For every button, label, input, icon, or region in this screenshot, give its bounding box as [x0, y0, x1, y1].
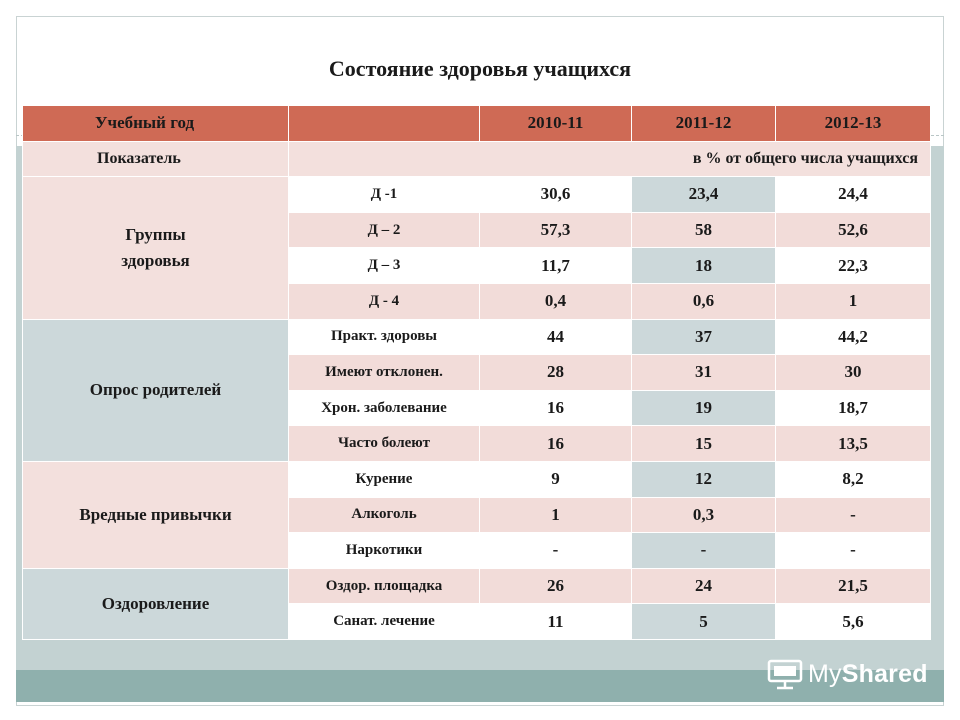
indicator-label: Имеют отклонен.	[289, 355, 480, 391]
watermark-logo	[766, 656, 928, 692]
value-cell: 15	[632, 426, 776, 462]
year-label: Учебный год	[23, 106, 289, 142]
indicator-label: Курение	[289, 461, 480, 497]
value-cell: -	[776, 533, 931, 569]
value-cell: 24,4	[776, 177, 931, 213]
indicator-label: Санат. лечение	[289, 604, 480, 640]
value-cell: 16	[480, 390, 632, 426]
value-cell: 1	[480, 497, 632, 533]
value-cell: 9	[480, 461, 632, 497]
watermark-my: My	[808, 659, 842, 688]
slideshow-icon	[766, 657, 804, 691]
value-cell: -	[480, 533, 632, 569]
value-cell: 18	[632, 248, 776, 284]
value-cell: 30	[776, 355, 931, 391]
indicator-label: Хрон. заболевание	[289, 390, 480, 426]
unit-label: в % от общего числа учащихся	[289, 141, 931, 177]
indicator-label: Д - 4	[289, 283, 480, 319]
group-label: Опрос родителей	[23, 319, 289, 461]
value-cell: 31	[632, 355, 776, 391]
header-blank	[289, 106, 480, 142]
group-label: Оздоровление	[23, 568, 289, 639]
indicator-label: Д – 2	[289, 212, 480, 248]
year-header: 2012-13	[776, 106, 931, 142]
value-cell: 44,2	[776, 319, 931, 355]
value-cell: 8,2	[776, 461, 931, 497]
value-cell: 0,3	[632, 497, 776, 533]
slide-title: Состояние здоровья учащихся	[328, 56, 632, 81]
indicator-label: Практ. здоровы	[289, 319, 480, 355]
health-table	[22, 105, 931, 640]
watermark-shared: Shared	[841, 659, 928, 688]
value-cell: -	[632, 533, 776, 569]
value-cell: 18,7	[776, 390, 931, 426]
value-cell: 21,5	[776, 568, 931, 604]
value-cell: 5	[632, 604, 776, 640]
table-row	[23, 461, 931, 497]
value-cell: -	[776, 497, 931, 533]
indicator-label: Часто болеют	[289, 426, 480, 462]
value-cell: 26	[480, 568, 632, 604]
value-cell: 11	[480, 604, 632, 640]
value-cell: 24	[632, 568, 776, 604]
value-cell: 12	[632, 461, 776, 497]
table-row	[23, 177, 931, 213]
value-cell: 44	[480, 319, 632, 355]
indicator-label: Алкоголь	[289, 497, 480, 533]
indicator-label: Наркотики	[289, 533, 480, 569]
group-label: Группы здоровья	[23, 177, 289, 319]
value-cell: 0,6	[632, 283, 776, 319]
value-cell: 5,6	[776, 604, 931, 640]
value-cell: 52,6	[776, 212, 931, 248]
year-header: 2011-12	[632, 106, 776, 142]
table-row	[23, 319, 931, 355]
year-header: 2010-11	[480, 106, 632, 142]
value-cell: 0,4	[480, 283, 632, 319]
indicator-label: Д – 3	[289, 248, 480, 284]
group-label: Вредные привычки	[23, 461, 289, 568]
value-cell: 11,7	[480, 248, 632, 284]
value-cell: 22,3	[776, 248, 931, 284]
value-cell: 28	[480, 355, 632, 391]
indicator-label: Д -1	[289, 177, 480, 213]
indicator-label: Показатель	[23, 141, 289, 177]
value-cell: 1	[776, 283, 931, 319]
value-cell: 37	[632, 319, 776, 355]
table-row	[23, 568, 931, 604]
subheader-row	[23, 141, 931, 177]
value-cell: 16	[480, 426, 632, 462]
indicator-label: Оздор. площадка	[289, 568, 480, 604]
header-row	[23, 106, 931, 142]
value-cell: 58	[632, 212, 776, 248]
value-cell: 30,6	[480, 177, 632, 213]
value-cell: 13,5	[776, 426, 931, 462]
value-cell: 19	[632, 390, 776, 426]
value-cell: 57,3	[480, 212, 632, 248]
value-cell: 23,4	[632, 177, 776, 213]
